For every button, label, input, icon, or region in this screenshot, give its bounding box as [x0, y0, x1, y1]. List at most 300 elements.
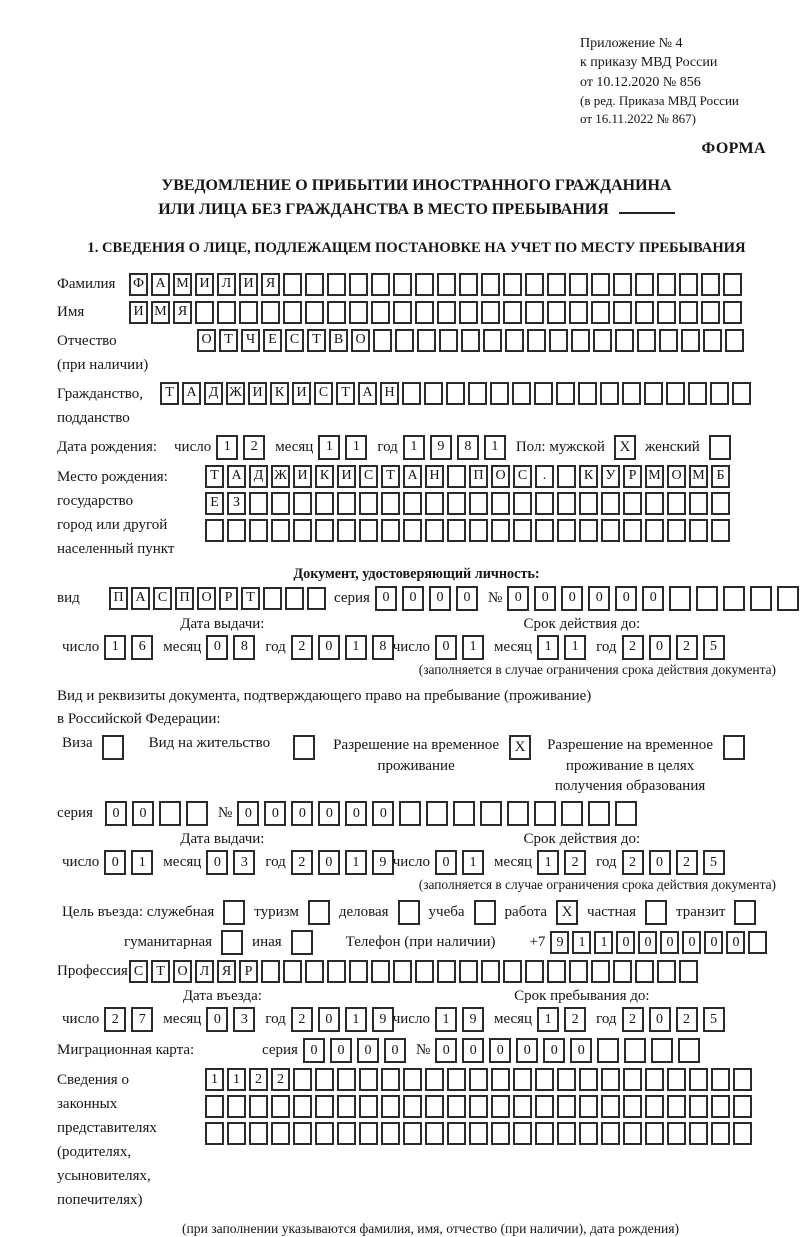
char-cell[interactable]: [733, 1068, 752, 1091]
char-cell[interactable]: [293, 519, 312, 542]
char-cell[interactable]: [337, 1122, 356, 1145]
char-cell[interactable]: И: [248, 382, 267, 405]
char-cell[interactable]: [623, 1122, 642, 1145]
char-cell[interactable]: [239, 301, 258, 324]
char-cell[interactable]: 0: [291, 801, 313, 826]
char-cell[interactable]: [425, 519, 444, 542]
char-cell[interactable]: [777, 586, 799, 611]
char-cell[interactable]: 1: [594, 931, 613, 954]
char-cell[interactable]: [315, 1095, 334, 1118]
char-cell[interactable]: 0: [456, 586, 478, 611]
char-cell[interactable]: А: [151, 273, 170, 296]
char-cell[interactable]: [593, 329, 612, 352]
char-cell[interactable]: [159, 801, 181, 826]
char-cell[interactable]: [227, 1122, 246, 1145]
char-cell[interactable]: Т: [381, 465, 400, 488]
char-cell[interactable]: [447, 465, 466, 488]
char-cell[interactable]: [613, 301, 632, 324]
char-cell[interactable]: М: [173, 273, 192, 296]
char-cell[interactable]: [481, 301, 500, 324]
char-cell[interactable]: Л: [195, 960, 214, 983]
char-cell[interactable]: [667, 1122, 686, 1145]
char-cell[interactable]: [227, 1095, 246, 1118]
char-cell[interactable]: [381, 492, 400, 515]
char-cell[interactable]: С: [129, 960, 148, 983]
char-cell[interactable]: Д: [204, 382, 223, 405]
char-cell[interactable]: [557, 1122, 576, 1145]
char-cell[interactable]: [453, 801, 475, 826]
char-cell[interactable]: [732, 382, 751, 405]
char-cell[interactable]: 3: [233, 1007, 255, 1032]
char-cell[interactable]: [733, 1122, 752, 1145]
char-cell[interactable]: П: [175, 587, 194, 610]
char-cell[interactable]: 1: [564, 635, 586, 660]
char-cell[interactable]: [293, 492, 312, 515]
char-cell[interactable]: [579, 492, 598, 515]
char-cell[interactable]: 0: [318, 801, 340, 826]
char-cell[interactable]: Т: [151, 960, 170, 983]
char-cell[interactable]: [571, 329, 590, 352]
char-cell[interactable]: А: [358, 382, 377, 405]
char-cell[interactable]: [403, 519, 422, 542]
char-cell[interactable]: [512, 382, 531, 405]
char-cell[interactable]: [601, 1095, 620, 1118]
char-cell[interactable]: [327, 960, 346, 983]
char-cell[interactable]: [503, 960, 522, 983]
char-cell[interactable]: [669, 586, 691, 611]
char-cell[interactable]: [425, 1122, 444, 1145]
char-cell[interactable]: [557, 519, 576, 542]
char-cell[interactable]: 5: [703, 850, 725, 875]
char-cell[interactable]: 1: [537, 635, 559, 660]
char-cell[interactable]: [657, 273, 676, 296]
char-cell[interactable]: [315, 519, 334, 542]
char-cell[interactable]: [205, 519, 224, 542]
char-cell[interactable]: [578, 382, 597, 405]
char-cell[interactable]: 0: [206, 635, 228, 660]
char-cell[interactable]: [637, 329, 656, 352]
char-cell[interactable]: 5: [703, 635, 725, 660]
char-cell[interactable]: 0: [534, 586, 556, 611]
char-cell[interactable]: 9: [430, 435, 452, 460]
char-cell[interactable]: [261, 301, 280, 324]
char-cell[interactable]: [480, 801, 502, 826]
char-cell[interactable]: 1: [435, 1007, 457, 1032]
char-cell[interactable]: С: [359, 465, 378, 488]
char-cell[interactable]: С: [314, 382, 333, 405]
char-cell[interactable]: [395, 329, 414, 352]
char-cell[interactable]: 0: [649, 1007, 671, 1032]
char-cell[interactable]: [195, 301, 214, 324]
char-cell[interactable]: [305, 273, 324, 296]
char-cell[interactable]: [337, 1068, 356, 1091]
char-cell[interactable]: [403, 1068, 422, 1091]
char-cell[interactable]: [271, 1095, 290, 1118]
char-cell[interactable]: Я: [217, 960, 236, 983]
char-cell[interactable]: [689, 492, 708, 515]
char-cell[interactable]: [725, 329, 744, 352]
char-cell[interactable]: [481, 273, 500, 296]
char-cell[interactable]: 0: [429, 586, 451, 611]
char-cell[interactable]: [327, 301, 346, 324]
char-cell[interactable]: [561, 801, 583, 826]
char-cell[interactable]: [437, 960, 456, 983]
char-cell[interactable]: [527, 329, 546, 352]
char-cell[interactable]: [437, 301, 456, 324]
char-cell[interactable]: [459, 273, 478, 296]
char-cell[interactable]: 8: [233, 635, 255, 660]
char-cell[interactable]: [293, 1068, 312, 1091]
char-cell[interactable]: 0: [345, 801, 367, 826]
char-cell[interactable]: [459, 301, 478, 324]
char-cell[interactable]: [569, 273, 588, 296]
char-cell[interactable]: 2: [676, 1007, 698, 1032]
char-cell[interactable]: [469, 492, 488, 515]
char-cell[interactable]: Р: [623, 465, 642, 488]
char-cell[interactable]: [315, 492, 334, 515]
char-cell[interactable]: [623, 1068, 642, 1091]
char-cell[interactable]: И: [129, 301, 148, 324]
char-cell[interactable]: 1: [462, 850, 484, 875]
char-cell[interactable]: [371, 273, 390, 296]
char-cell[interactable]: [657, 301, 676, 324]
char-cell[interactable]: [459, 960, 478, 983]
char-cell[interactable]: Т: [307, 329, 326, 352]
char-cell[interactable]: 0: [303, 1038, 325, 1063]
char-cell[interactable]: [263, 587, 282, 610]
char-cell[interactable]: [283, 301, 302, 324]
char-cell[interactable]: 0: [507, 586, 529, 611]
checkbox-purpose-tourism[interactable]: [308, 900, 330, 925]
char-cell[interactable]: 0: [704, 931, 723, 954]
char-cell[interactable]: Ж: [226, 382, 245, 405]
char-cell[interactable]: Р: [219, 587, 238, 610]
char-cell[interactable]: 0: [375, 586, 397, 611]
char-cell[interactable]: [579, 1095, 598, 1118]
char-cell[interactable]: [696, 586, 718, 611]
char-cell[interactable]: [424, 382, 443, 405]
char-cell[interactable]: [205, 1095, 224, 1118]
char-cell[interactable]: 0: [660, 931, 679, 954]
char-cell[interactable]: О: [173, 960, 192, 983]
char-cell[interactable]: 0: [561, 586, 583, 611]
char-cell[interactable]: [261, 960, 280, 983]
char-cell[interactable]: 0: [318, 635, 340, 660]
char-cell[interactable]: 2: [104, 1007, 126, 1032]
char-cell[interactable]: 0: [726, 931, 745, 954]
char-cell[interactable]: [645, 1095, 664, 1118]
char-cell[interactable]: [535, 1122, 554, 1145]
char-cell[interactable]: [710, 382, 729, 405]
char-cell[interactable]: [469, 519, 488, 542]
char-cell[interactable]: [337, 492, 356, 515]
char-cell[interactable]: [635, 273, 654, 296]
char-cell[interactable]: 3: [233, 850, 255, 875]
char-cell[interactable]: [359, 519, 378, 542]
char-cell[interactable]: 0: [462, 1038, 484, 1063]
checkbox-purpose-private[interactable]: [645, 900, 667, 925]
char-cell[interactable]: [748, 931, 767, 954]
char-cell[interactable]: 1: [572, 931, 591, 954]
char-cell[interactable]: [315, 1068, 334, 1091]
char-cell[interactable]: [534, 382, 553, 405]
char-cell[interactable]: [635, 960, 654, 983]
char-cell[interactable]: 8: [372, 635, 394, 660]
char-cell[interactable]: 1: [345, 635, 367, 660]
char-cell[interactable]: [557, 1095, 576, 1118]
char-cell[interactable]: [415, 301, 434, 324]
char-cell[interactable]: 0: [489, 1038, 511, 1063]
char-cell[interactable]: [371, 301, 390, 324]
char-cell[interactable]: [688, 382, 707, 405]
char-cell[interactable]: 2: [243, 435, 265, 460]
char-cell[interactable]: [439, 329, 458, 352]
char-cell[interactable]: [701, 301, 720, 324]
char-cell[interactable]: М: [689, 465, 708, 488]
char-cell[interactable]: 0: [132, 801, 154, 826]
char-cell[interactable]: [525, 960, 544, 983]
char-cell[interactable]: [535, 1095, 554, 1118]
checkbox-temp-residence[interactable]: X: [509, 735, 531, 760]
char-cell[interactable]: 2: [622, 635, 644, 660]
char-cell[interactable]: О: [667, 465, 686, 488]
char-cell[interactable]: [557, 1068, 576, 1091]
char-cell[interactable]: [645, 519, 664, 542]
char-cell[interactable]: [703, 329, 722, 352]
char-cell[interactable]: [447, 1095, 466, 1118]
char-cell[interactable]: [569, 301, 588, 324]
char-cell[interactable]: [667, 1095, 686, 1118]
char-cell[interactable]: Е: [263, 329, 282, 352]
char-cell[interactable]: Т: [219, 329, 238, 352]
char-cell[interactable]: [481, 960, 500, 983]
char-cell[interactable]: [723, 586, 745, 611]
char-cell[interactable]: [597, 1038, 619, 1063]
char-cell[interactable]: [547, 301, 566, 324]
char-cell[interactable]: [579, 519, 598, 542]
char-cell[interactable]: [249, 1095, 268, 1118]
char-cell[interactable]: 2: [249, 1068, 268, 1091]
char-cell[interactable]: С: [513, 465, 532, 488]
char-cell[interactable]: 0: [435, 635, 457, 660]
char-cell[interactable]: 2: [622, 850, 644, 875]
char-cell[interactable]: [217, 301, 236, 324]
char-cell[interactable]: И: [239, 273, 258, 296]
char-cell[interactable]: Т: [205, 465, 224, 488]
char-cell[interactable]: 0: [372, 801, 394, 826]
char-cell[interactable]: 6: [131, 635, 153, 660]
char-cell[interactable]: [491, 519, 510, 542]
char-cell[interactable]: 5: [703, 1007, 725, 1032]
char-cell[interactable]: Л: [217, 273, 236, 296]
checkbox-female[interactable]: [709, 435, 731, 460]
char-cell[interactable]: [622, 382, 641, 405]
char-cell[interactable]: [307, 587, 326, 610]
char-cell[interactable]: [425, 492, 444, 515]
char-cell[interactable]: [399, 801, 421, 826]
char-cell[interactable]: [645, 1122, 664, 1145]
char-cell[interactable]: [491, 1068, 510, 1091]
char-cell[interactable]: 1: [462, 635, 484, 660]
char-cell[interactable]: У: [601, 465, 620, 488]
char-cell[interactable]: [446, 382, 465, 405]
char-cell[interactable]: В: [329, 329, 348, 352]
checkbox-purpose-business[interactable]: [398, 900, 420, 925]
char-cell[interactable]: [271, 519, 290, 542]
char-cell[interactable]: Н: [425, 465, 444, 488]
checkbox-temp-residence-education[interactable]: [723, 735, 745, 760]
char-cell[interactable]: 0: [638, 931, 657, 954]
char-cell[interactable]: [447, 519, 466, 542]
char-cell[interactable]: [447, 1068, 466, 1091]
char-cell[interactable]: 2: [291, 635, 313, 660]
char-cell[interactable]: П: [469, 465, 488, 488]
char-cell[interactable]: [337, 519, 356, 542]
char-cell[interactable]: [271, 1122, 290, 1145]
char-cell[interactable]: [547, 960, 566, 983]
char-cell[interactable]: 0: [402, 586, 424, 611]
checkbox-purpose-work[interactable]: X: [556, 900, 578, 925]
char-cell[interactable]: [591, 301, 610, 324]
char-cell[interactable]: [711, 1095, 730, 1118]
char-cell[interactable]: [403, 1122, 422, 1145]
char-cell[interactable]: [503, 301, 522, 324]
char-cell[interactable]: 0: [104, 850, 126, 875]
char-cell[interactable]: [381, 1095, 400, 1118]
char-cell[interactable]: 9: [462, 1007, 484, 1032]
char-cell[interactable]: 1: [104, 635, 126, 660]
char-cell[interactable]: [645, 1068, 664, 1091]
char-cell[interactable]: А: [131, 587, 150, 610]
char-cell[interactable]: С: [153, 587, 172, 610]
char-cell[interactable]: [623, 492, 642, 515]
char-cell[interactable]: [623, 1095, 642, 1118]
char-cell[interactable]: [601, 1122, 620, 1145]
char-cell[interactable]: 2: [676, 635, 698, 660]
char-cell[interactable]: [469, 1095, 488, 1118]
char-cell[interactable]: О: [197, 329, 216, 352]
char-cell[interactable]: [659, 329, 678, 352]
char-cell[interactable]: [349, 273, 368, 296]
char-cell[interactable]: [711, 1122, 730, 1145]
char-cell[interactable]: [644, 382, 663, 405]
checkbox-purpose-official[interactable]: [223, 900, 245, 925]
checkbox-purpose-other[interactable]: [291, 930, 313, 955]
char-cell[interactable]: [403, 1095, 422, 1118]
char-cell[interactable]: 0: [543, 1038, 565, 1063]
char-cell[interactable]: 0: [330, 1038, 352, 1063]
char-cell[interactable]: [249, 492, 268, 515]
char-cell[interactable]: 9: [550, 931, 569, 954]
char-cell[interactable]: [600, 382, 619, 405]
checkbox-male[interactable]: X: [614, 435, 636, 460]
char-cell[interactable]: О: [351, 329, 370, 352]
char-cell[interactable]: [733, 1095, 752, 1118]
char-cell[interactable]: [503, 273, 522, 296]
char-cell[interactable]: 9: [372, 850, 394, 875]
char-cell[interactable]: [601, 519, 620, 542]
char-cell[interactable]: 0: [616, 931, 635, 954]
char-cell[interactable]: [447, 492, 466, 515]
char-cell[interactable]: 2: [564, 1007, 586, 1032]
char-cell[interactable]: 0: [435, 1038, 457, 1063]
char-cell[interactable]: [505, 329, 524, 352]
char-cell[interactable]: [535, 519, 554, 542]
char-cell[interactable]: 0: [105, 801, 127, 826]
char-cell[interactable]: [426, 801, 448, 826]
char-cell[interactable]: Т: [336, 382, 355, 405]
char-cell[interactable]: [613, 273, 632, 296]
char-cell[interactable]: Я: [173, 301, 192, 324]
char-cell[interactable]: [513, 1095, 532, 1118]
char-cell[interactable]: [549, 329, 568, 352]
char-cell[interactable]: [667, 492, 686, 515]
char-cell[interactable]: [601, 1068, 620, 1091]
char-cell[interactable]: 1: [318, 435, 340, 460]
char-cell[interactable]: И: [337, 465, 356, 488]
char-cell[interactable]: [689, 1122, 708, 1145]
char-cell[interactable]: 2: [622, 1007, 644, 1032]
char-cell[interactable]: К: [315, 465, 334, 488]
char-cell[interactable]: [591, 960, 610, 983]
char-cell[interactable]: 0: [642, 586, 664, 611]
char-cell[interactable]: М: [645, 465, 664, 488]
char-cell[interactable]: А: [227, 465, 246, 488]
checkbox-purpose-transit[interactable]: [734, 900, 756, 925]
char-cell[interactable]: [513, 492, 532, 515]
char-cell[interactable]: А: [403, 465, 422, 488]
char-cell[interactable]: [491, 1095, 510, 1118]
char-cell[interactable]: [469, 1122, 488, 1145]
char-cell[interactable]: Ф: [129, 273, 148, 296]
char-cell[interactable]: О: [197, 587, 216, 610]
char-cell[interactable]: [750, 586, 772, 611]
char-cell[interactable]: [624, 1038, 646, 1063]
checkbox-residence-permit[interactable]: [293, 735, 315, 760]
char-cell[interactable]: И: [292, 382, 311, 405]
char-cell[interactable]: 0: [516, 1038, 538, 1063]
char-cell[interactable]: [681, 329, 700, 352]
char-cell[interactable]: [591, 273, 610, 296]
char-cell[interactable]: П: [109, 587, 128, 610]
char-cell[interactable]: 1: [537, 850, 559, 875]
checkbox-purpose-study[interactable]: [474, 900, 496, 925]
char-cell[interactable]: И: [293, 465, 312, 488]
char-cell[interactable]: 0: [384, 1038, 406, 1063]
char-cell[interactable]: .: [535, 465, 554, 488]
char-cell[interactable]: [393, 960, 412, 983]
char-cell[interactable]: [293, 1122, 312, 1145]
char-cell[interactable]: [381, 519, 400, 542]
char-cell[interactable]: [667, 519, 686, 542]
char-cell[interactable]: [490, 382, 509, 405]
char-cell[interactable]: 0: [435, 850, 457, 875]
char-cell[interactable]: [623, 519, 642, 542]
char-cell[interactable]: [447, 1122, 466, 1145]
char-cell[interactable]: 1: [403, 435, 425, 460]
char-cell[interactable]: [271, 492, 290, 515]
char-cell[interactable]: [613, 960, 632, 983]
char-cell[interactable]: [666, 382, 685, 405]
char-cell[interactable]: 0: [318, 1007, 340, 1032]
char-cell[interactable]: [689, 1068, 708, 1091]
char-cell[interactable]: [491, 1122, 510, 1145]
char-cell[interactable]: Е: [205, 492, 224, 515]
char-cell[interactable]: [678, 1038, 700, 1063]
char-cell[interactable]: Б: [711, 465, 730, 488]
char-cell[interactable]: [249, 1122, 268, 1145]
char-cell[interactable]: 2: [291, 1007, 313, 1032]
